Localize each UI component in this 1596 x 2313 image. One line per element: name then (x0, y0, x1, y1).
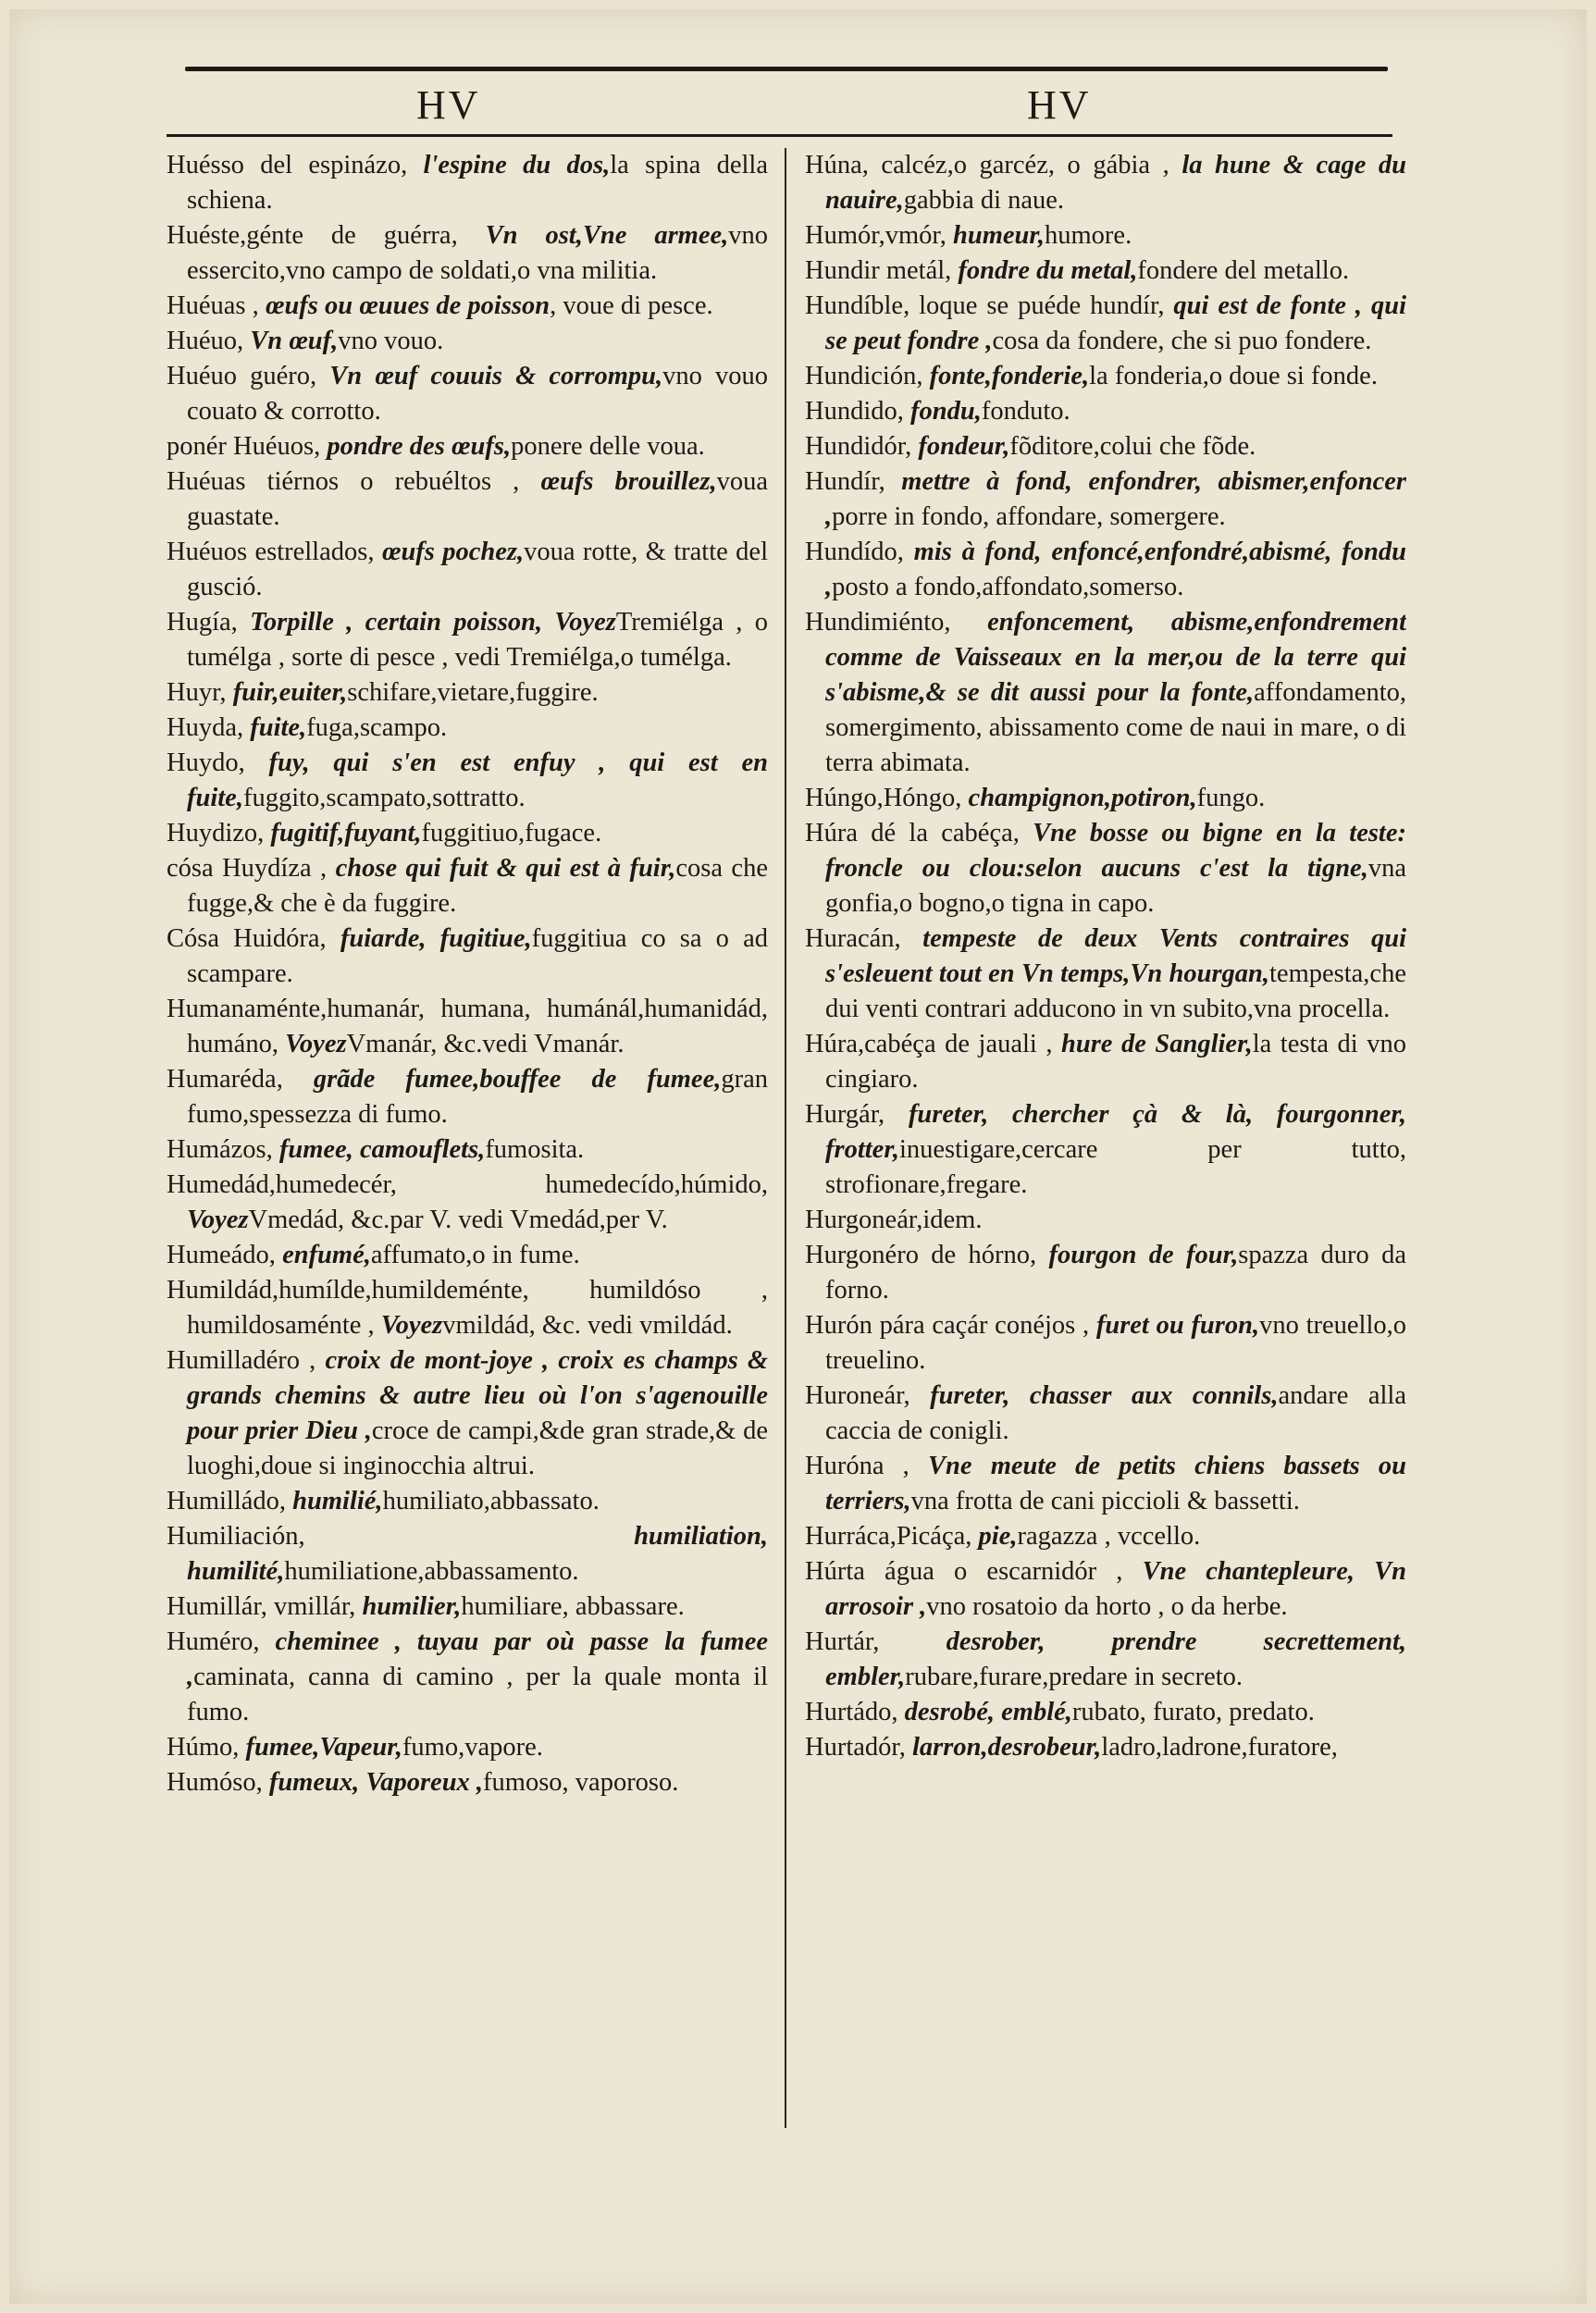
dictionary-entry (167, 148, 768, 218)
entry-italian: rubato, furato, predato. (1071, 1698, 1315, 1726)
entry-headword: Hundíble, loque se puéde hundír, (805, 291, 1165, 320)
entry-italian: ladro,ladrone,furatore, (1101, 1733, 1338, 1762)
entry-french: Vn œuf, (243, 327, 339, 355)
entry-french: fonte,fonderie, (922, 362, 1090, 390)
entry-french: fuiarde, fugitiue, (326, 924, 532, 953)
entry-headword: Huéuas tiérnos o rebuéltos , (167, 467, 520, 496)
dictionary-entry (805, 535, 1406, 605)
entry-headword: Humór,vmór, (805, 221, 946, 250)
dictionary-entry (167, 1062, 768, 1132)
entry-headword: Huyda, (167, 713, 244, 742)
entry-headword: Huéuas , (167, 291, 259, 320)
entry-french: Vn ost,Vne armee, (457, 221, 729, 250)
entry-italian: vno vouo couato & corrotto. (187, 362, 768, 426)
dictionary-entry (167, 1625, 768, 1730)
entry-italian: porre in fondo, affondare, somergere. (832, 502, 1226, 531)
entry-french: fumee,Vapeur, (239, 1733, 402, 1762)
entry-headword: Humiliación, (167, 1522, 305, 1551)
entry-italian: voua guastate. (187, 467, 768, 531)
entry-french: Torpille , certain poisson, Voyez (237, 608, 616, 637)
entry-italian: cosa che fugge,& che è da fuggire. (187, 854, 768, 918)
entry-french: fureter, chercher çà & là, fourgonner, frotter, (825, 1100, 1406, 1164)
entry-headword: Hundición, (805, 362, 923, 390)
entry-french: fugitif,fuyant, (264, 819, 422, 847)
entry-french: desrobé, emblé, (897, 1698, 1072, 1726)
entry-italian: vna frotta de cani piccioli & bassetti. (910, 1487, 1300, 1515)
dictionary-entry (167, 1132, 768, 1168)
entry-italian: Vmedád, &c.par V. vedi Vmedád,per V. (248, 1206, 668, 1234)
entry-headword: Huéuo, (167, 327, 244, 355)
running-head-left: HV (416, 82, 481, 128)
entry-french: grãde fumee,bouffee de fumee, (282, 1065, 722, 1094)
dictionary-entry (167, 218, 768, 289)
dictionary-entry (805, 429, 1406, 464)
entry-french: fuir,euiter, (226, 678, 348, 707)
dictionary-entry (805, 464, 1406, 535)
entry-headword: Hurráca,Picáça, (805, 1522, 972, 1551)
entry-headword: Hurgonéro de hórno, (805, 1241, 1037, 1269)
entry-italian: spazza duro da forno. (825, 1241, 1406, 1305)
entry-french: humiliation, humilité, (187, 1522, 768, 1586)
entry-french: fondu, (903, 397, 982, 426)
entry-italian: humore. (1045, 221, 1132, 250)
dictionary-entry (167, 1519, 768, 1589)
entry-italian: rubare,furare,predare in secreto. (905, 1663, 1243, 1691)
entry-italian: fõditore,colui che fõde. (1009, 432, 1256, 461)
dictionary-entry (805, 1027, 1406, 1097)
entry-italian: croce de campi,&de gran strade,& de luoghi,doue si inginocchia altrui. (187, 1416, 768, 1480)
entry-french: pie, (971, 1522, 1018, 1551)
entry-italian: vmildád, &c. vedi vmildád. (442, 1311, 733, 1340)
dictionary-entry (167, 605, 768, 675)
entry-french: desrober, prendre secrettement, embler, (825, 1627, 1406, 1691)
entry-italian: la fonderia,o doue si fonde. (1089, 362, 1378, 390)
entry-italian: inuestigare,cercare per tutto, strofionare,fregare. (825, 1135, 1406, 1199)
entry-italian: fuga,scampo. (306, 713, 448, 742)
entry-headword: Humanaménte,humanár, humana, humánál,humanidád, humáno, (167, 995, 768, 1058)
entry-french: fumeux, Vaporeux , (262, 1768, 484, 1797)
entry-french: fuite, (243, 713, 307, 742)
right-column (805, 148, 1406, 2276)
dictionary-entry (805, 1695, 1406, 1730)
entry-headword: Hurón pára caçár conéjos , (805, 1311, 1090, 1340)
entry-italian: Vmanár, &c.vedi Vmanár. (346, 1030, 625, 1058)
entry-italian: tempesta,che dui venti contrari adducono in vn subito,vna procella. (825, 959, 1406, 1023)
entry-italian: , voue di pesce. (550, 291, 713, 320)
entry-italian: la spina della schiena. (187, 151, 768, 215)
entry-french: fureter, chasser aux connils, (909, 1381, 1279, 1410)
dictionary-entry (805, 1308, 1406, 1379)
entry-headword: Humilladéro , (167, 1346, 316, 1375)
entry-italian: fuggitiua co sa o ad scampare. (187, 924, 768, 988)
entry-italian: fumo,vapore. (402, 1733, 543, 1762)
dictionary-entry (805, 1625, 1406, 1695)
dictionary-entry (167, 711, 768, 746)
entry-headword: Húra,cabéça de jauali , (805, 1030, 1053, 1058)
entry-headword: Huéste,génte de guérra, (167, 221, 458, 250)
dictionary-entry (167, 324, 768, 359)
dictionary-entry (805, 1203, 1406, 1238)
entry-french: larron,desrobeur, (905, 1733, 1102, 1762)
entry-italian: schifare,vietare,fuggire. (347, 678, 599, 707)
dictionary-entry (805, 1554, 1406, 1625)
entry-headword: Humóso, (167, 1768, 263, 1797)
dictionary-entry (167, 1343, 768, 1484)
entry-italian: fumosita. (485, 1135, 585, 1164)
entry-headword: Hugía, (167, 608, 238, 637)
entry-french: champignon,potiron, (961, 784, 1197, 812)
dictionary-entry (167, 921, 768, 992)
dictionary-entry (167, 359, 768, 429)
dictionary-entry (167, 746, 768, 816)
entry-headword: Húngo,Hóngo, (805, 784, 962, 812)
book-page (9, 9, 1587, 2304)
dictionary-entry (167, 816, 768, 851)
dictionary-entry (167, 464, 768, 535)
entry-french: œufs ou œuues de poisson (258, 291, 551, 320)
dictionary-entry (805, 359, 1406, 394)
dictionary-entry (167, 1273, 768, 1343)
entry-french: fuy, qui s'en est enfuy , qui est en fuite, (187, 748, 768, 812)
dictionary-entry (167, 675, 768, 711)
entry-headword: Huéuos estrellados, (167, 538, 375, 566)
entry-french: furet ou furon, (1089, 1311, 1260, 1340)
entry-italian: ragazza , vccello. (1017, 1522, 1201, 1551)
entry-headword: Humilládo, (167, 1487, 287, 1515)
entry-french: enfumé, (275, 1241, 371, 1269)
entry-italian: vno treuello,o treuelino. (825, 1311, 1406, 1375)
entry-headword: cósa Huydíza , (167, 854, 328, 883)
dictionary-entry (805, 1379, 1406, 1449)
dictionary-entry (805, 289, 1406, 359)
entry-headword: Humillár, vmillár, (167, 1592, 356, 1621)
entry-italian: fonduto. (981, 397, 1070, 426)
header-rule (167, 134, 1392, 137)
entry-headword: Hurgoneár,idem. (805, 1206, 983, 1234)
dictionary-entry (167, 1168, 768, 1238)
entry-headword: Huéuo guéro, (167, 362, 317, 390)
entry-italian: gran fumo,spessezza di fumo. (187, 1065, 768, 1129)
entry-headword: Hundidór, (805, 432, 912, 461)
entry-french: Vne bosse ou bigne en la teste: froncle ou clou:selon aucuns c'est la tigne, (825, 819, 1406, 883)
entry-french: cheminee , tuyau par où passe la fumee , (187, 1627, 768, 1691)
dictionary-entry (805, 816, 1406, 921)
entry-french: pondre des œufs, (320, 432, 512, 461)
entry-italian: cosa da fondere, che si puo fondere. (992, 327, 1372, 355)
entry-french: Voyez (374, 1311, 443, 1340)
entry-headword: Hurtadór, (805, 1733, 906, 1762)
dictionary-entry (805, 1449, 1406, 1519)
entry-headword: Hundír, (805, 467, 885, 496)
entry-italian: fuggito,scampato,sottratto. (242, 784, 526, 812)
entry-headword: Hurgár, (805, 1100, 885, 1129)
entry-french: fourgon de four, (1036, 1241, 1239, 1269)
entry-italian: fondere del metallo. (1137, 256, 1350, 285)
entry-italian: vno vouo. (338, 327, 444, 355)
entry-italian: humiliatione,abbassamento. (284, 1557, 579, 1586)
entry-italian: ponere delle voua. (511, 432, 705, 461)
dictionary-entry (167, 851, 768, 921)
entry-french: fondeur, (911, 432, 1010, 461)
entry-headword: Humaréda, (167, 1065, 283, 1094)
entry-french: l'espine du dos, (407, 151, 611, 179)
entry-headword: Huyr, (167, 678, 227, 707)
entry-italian: fungo. (1196, 784, 1266, 812)
dictionary-entry (805, 1097, 1406, 1203)
entry-headword: Hurtár, (805, 1627, 880, 1656)
entry-french: fumee, camouflets, (272, 1135, 486, 1164)
entry-french: qui est de fonte , qui se peut fondre , (825, 291, 1406, 355)
entry-french: Vne meute de petits chiens bassets ou terriers, (825, 1452, 1406, 1515)
entry-italian: voua rotte, & tratte del gusció. (187, 538, 768, 601)
entry-italian: Tremiélga , o tumélga , sorte di pesce , vedi Tremiélga,o tumélga. (187, 608, 768, 672)
dictionary-entry (167, 1484, 768, 1519)
dictionary-entry (805, 605, 1406, 781)
entry-french: croix de mont-joye , croix es champs & grands chemins & autre lieu où l'on s'agenouille pour prier Dieu , (187, 1346, 768, 1445)
entry-french: œufs brouillez, (519, 467, 717, 496)
entry-headword: Hundir metál, (805, 256, 952, 285)
dictionary-entry (805, 218, 1406, 254)
entry-headword: Huroneár, (805, 1381, 910, 1410)
entry-french: fondre du metal, (951, 256, 1138, 285)
dictionary-entry (805, 394, 1406, 429)
entry-french: enfoncement, abisme,enfondrement comme de Vaisseaux en la mer,ou de la terre qui s'abisme,& se dit aussi pour la fonte, (825, 608, 1406, 707)
dictionary-entry (167, 992, 768, 1062)
entry-french: mis à fond, enfoncé,enfondré,abismé, fondu , (825, 538, 1406, 601)
entry-french: Vne chantepleure, Vn arrosoir , (825, 1557, 1406, 1621)
entry-italian: affondamento, somergimento, abissamento come de naui in mare, o di terra abimata. (825, 678, 1406, 777)
dictionary-entry (805, 921, 1406, 1027)
entry-headword: Humedád,humedecér, humedecído,húmido, (167, 1170, 768, 1199)
entry-headword: Huméro, (167, 1627, 260, 1656)
entry-headword: Hundido, (805, 397, 904, 426)
entry-french: humilié, (286, 1487, 383, 1515)
dictionary-entry (167, 1589, 768, 1625)
entry-french: humilier, (355, 1592, 462, 1621)
entry-french: tempeste de deux Vents contraires qui s'esleuent tout en Vn temps,Vn hourgan, (825, 924, 1406, 988)
entry-italian: fuggitiuo,fugace. (421, 819, 602, 847)
dictionary-entry (805, 148, 1406, 218)
top-rule (185, 67, 1388, 71)
column-divider (785, 148, 786, 2128)
entry-french: la hune & cage du nauire, (825, 151, 1406, 215)
entry-italian: vna gonfia,o bogno,o tigna in capo. (825, 854, 1406, 918)
dictionary-entry (167, 289, 768, 324)
entry-french: Vn œuf couuis & corrompu, (316, 362, 663, 390)
running-head-right: HV (1027, 82, 1092, 128)
entry-italian: andare alla caccia de conigli. (825, 1381, 1406, 1445)
entry-italian: affumato,o in fume. (370, 1241, 580, 1269)
left-column (167, 148, 768, 2276)
entry-french: mettre à fond, enfondrer, abismer,enfoncer , (825, 467, 1406, 531)
entry-headword: Húmo, (167, 1733, 240, 1762)
entry-french: chose qui fuit & qui est à fuir, (327, 854, 676, 883)
entry-headword: Hundimiénto, (805, 608, 951, 637)
dictionary-entry (805, 1238, 1406, 1308)
entry-headword: Hundído, (805, 538, 904, 566)
entry-french: Voyez (187, 1206, 249, 1234)
entry-headword: Huydizo, (167, 819, 265, 847)
entry-italian: fumoso, vaporoso. (483, 1768, 679, 1797)
dictionary-entry (167, 535, 768, 605)
entry-headword: Huésso del espinázo, (167, 151, 408, 179)
entry-italian: humiliato,abbassato. (382, 1487, 600, 1515)
entry-headword: Huróna , (805, 1452, 909, 1480)
entry-headword: Huydo, (167, 748, 245, 777)
entry-headword: Humázos, (167, 1135, 273, 1164)
dictionary-entry (167, 1765, 768, 1800)
entry-french: humeur, (946, 221, 1045, 250)
entry-italian: vno rosatoio da horto , o da herbe. (926, 1592, 1288, 1621)
dictionary-entry (167, 1238, 768, 1273)
dictionary-entry (805, 254, 1406, 289)
entry-french: Voyez (278, 1030, 347, 1058)
entry-headword: Húra dé la cabéça, (805, 819, 1020, 847)
entry-headword: Húna, calcéz,o garcéz, o gábia , (805, 151, 1169, 179)
entry-headword: Cósa Huidóra, (167, 924, 327, 953)
entry-headword: ponér Huéuos, (167, 432, 321, 461)
entry-italian: posto a fondo,affondato,somerso. (832, 573, 1184, 601)
entry-french: hure de Sanglier, (1052, 1030, 1253, 1058)
dictionary-entry (805, 1730, 1406, 1765)
dictionary-entry (805, 781, 1406, 816)
entry-italian: vno essercito,vno campo de soldati,o vna militia. (187, 221, 768, 285)
entry-italian: la testa di vno cingiaro. (825, 1030, 1406, 1094)
entry-headword: Humildád,humílde,humildeménte, humildóso , humildosaménte , (167, 1276, 768, 1340)
entry-headword: Húrta água o escarnidór , (805, 1557, 1123, 1586)
entry-french: œufs pochez, (374, 538, 525, 566)
entry-italian: gabbia di naue. (903, 186, 1065, 215)
dictionary-entry (167, 429, 768, 464)
entry-italian: humiliare, abbassare. (461, 1592, 685, 1621)
entry-headword: Hurtádo, (805, 1698, 898, 1726)
entry-headword: Huracán, (805, 924, 901, 953)
dictionary-entry (167, 1730, 768, 1765)
entry-italian: caminata, canna di camino , per la quale monta il fumo. (187, 1663, 768, 1726)
dictionary-entry (805, 1519, 1406, 1554)
entry-headword: Humeádo, (167, 1241, 276, 1269)
